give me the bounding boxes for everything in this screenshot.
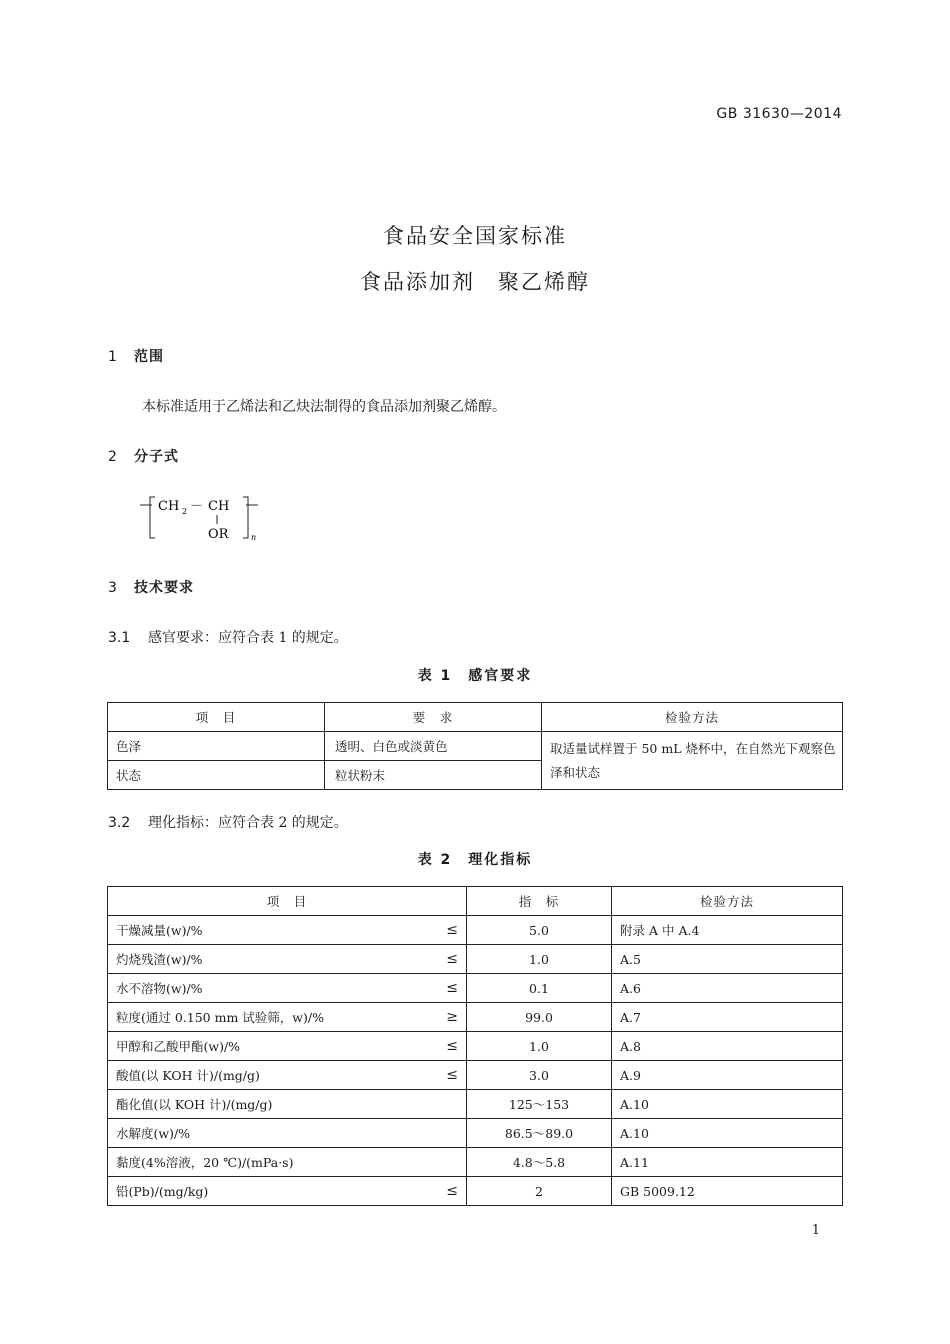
table1-header-row (108, 703, 843, 732)
table1-header-requirement: 要 求 (325, 703, 542, 732)
table2-cell-value: 125～153 (467, 1090, 612, 1119)
table2-item-label: 酸值(以 KOH 计)/(mg/g) (116, 1068, 260, 1083)
table-row (108, 1148, 843, 1177)
table2-caption: 表 2 理化指标 (417, 852, 533, 868)
table2-cell-item (108, 1061, 467, 1090)
formula-bracket-left (150, 497, 155, 538)
table2-cell-method: A.5 (612, 945, 843, 974)
table2-cell-value: 0.1 (467, 974, 612, 1003)
table2-cell-item (108, 974, 467, 1003)
table2-cell-item (108, 1177, 467, 1206)
section-1-title: 范围 (134, 349, 164, 365)
table2-cell-item (108, 1090, 467, 1119)
table2-item-label: 甲醇和乙酸甲酯(w)/% (116, 1039, 241, 1054)
table2-cell-value: 1.0 (467, 945, 612, 974)
table2-cell-value: 99.0 (467, 1003, 612, 1032)
formula-ch: CH (208, 499, 230, 514)
table2-cell-item (108, 1119, 467, 1148)
formula-ch2: CH (158, 499, 180, 514)
section-3-title: 技术要求 (134, 580, 194, 596)
table2-cell-method: A.11 (612, 1148, 843, 1177)
table-row (108, 974, 843, 1003)
table2-cell-item (108, 1003, 467, 1032)
table-row (108, 1032, 843, 1061)
doc-title-line2: 食品添加剂 聚乙烯醇 (360, 270, 590, 294)
table2-item-label: 灼烧残渣(w)/% (116, 952, 203, 967)
table2-cell-method: A.7 (612, 1003, 843, 1032)
table1-cell-method: 取适量试样置于 50 mL 烧杯中，在自然光下观察色泽和状态 (542, 732, 843, 790)
table-row (108, 1177, 843, 1206)
table2-item-label: 铅(Pb)/(mg/kg) (116, 1184, 209, 1199)
table2-header-item: 项 目 (108, 887, 467, 916)
table2-comparator: ≤ (446, 951, 458, 967)
section-2-number: 2 (108, 449, 118, 465)
table2-header-value: 指 标 (467, 887, 612, 916)
formula-dash: － (190, 499, 204, 514)
clause-3-2 (108, 812, 348, 832)
table2-cell-item (108, 916, 467, 945)
clause-3-2-number: 3.2 (108, 815, 131, 831)
page-number: 1 (811, 1223, 820, 1238)
clause-3-1 (108, 627, 348, 647)
table-row (108, 945, 843, 974)
clause-3-1-text: 感官要求：应符合表 1 的规定。 (148, 630, 348, 646)
table-physicochemical (107, 886, 843, 1206)
section-2-title: 分子式 (134, 449, 179, 465)
table2-header-method: 检验方法 (612, 887, 843, 916)
table2-comparator: ≤ (446, 1038, 458, 1054)
table2-cell-method: A.10 (612, 1090, 843, 1119)
formula-bracket-right (243, 497, 248, 538)
table2-cell-method: A.9 (612, 1061, 843, 1090)
table2-comparator: ≤ (446, 1183, 458, 1199)
section-2-heading (108, 446, 179, 466)
table2-header-row (108, 887, 843, 916)
table2-cell-method: A.8 (612, 1032, 843, 1061)
section-1-number: 1 (108, 349, 118, 365)
table2-cell-value: 3.0 (467, 1061, 612, 1090)
table2-item-label: 黏度(4%溶液，20 ℃)/(mPa·s) (116, 1155, 294, 1170)
section-1-text: 本标准适用于乙烯法和乙炔法制得的食品添加剂聚乙烯醇。 (142, 399, 506, 415)
table1-caption: 表 1 感官要求 (417, 668, 533, 684)
table2-cell-item (108, 1032, 467, 1061)
table2-cell-item (108, 945, 467, 974)
table2-cell-method: GB 5009.12 (612, 1177, 843, 1206)
table2-cell-method: A.6 (612, 974, 843, 1003)
table2-cell-value: 2 (467, 1177, 612, 1206)
clause-3-1-number: 3.1 (108, 630, 131, 646)
table1-cell-item: 状态 (108, 761, 325, 790)
table2-comparator: ≤ (446, 980, 458, 996)
table-row (108, 1090, 843, 1119)
doc-title-line1: 食品安全国家标准 (383, 224, 567, 248)
table2-cell-method: A.10 (612, 1119, 843, 1148)
table2-cell-item (108, 1148, 467, 1177)
formula-n: n (251, 533, 257, 542)
standard-number: GB 31630—2014 (716, 106, 842, 122)
section-3-number: 3 (108, 580, 118, 596)
table2-comparator: ≥ (446, 1009, 458, 1025)
table-row (108, 916, 843, 945)
table2-item-label: 水不溶物(w)/% (116, 981, 203, 996)
formula-or: OR (208, 527, 229, 542)
table-row (108, 732, 843, 761)
table2-cell-value: 4.8～5.8 (467, 1148, 612, 1177)
table2-comparator: ≤ (446, 1067, 458, 1083)
table2-cell-value: 1.0 (467, 1032, 612, 1061)
table2-cell-method: 附录 A 中 A.4 (612, 916, 843, 945)
table1-cell-item: 色泽 (108, 732, 325, 761)
table1-cell-requirement: 粒状粉末 (325, 761, 542, 790)
table1-cell-requirement: 透明、白色或淡黄色 (325, 732, 542, 761)
table-row (108, 1119, 843, 1148)
clause-3-2-text: 理化指标：应符合表 2 的规定。 (148, 815, 348, 831)
table-row (108, 1003, 843, 1032)
table2-cell-value: 86.5～89.0 (467, 1119, 612, 1148)
section-1-heading (108, 346, 164, 366)
table2-cell-value: 5.0 (467, 916, 612, 945)
section-3-heading (108, 577, 194, 597)
table2-comparator: ≤ (446, 922, 458, 938)
table2-item-label: 水解度(w)/% (116, 1126, 191, 1141)
table2-item-label: 干燥减量(w)/% (116, 923, 203, 938)
table1-header-method: 检验方法 (542, 703, 843, 732)
table2-item-label: 粒度(通过 0.150 mm 试验筛，w)/% (116, 1010, 324, 1025)
table-sensory (107, 702, 843, 790)
table-row (108, 1061, 843, 1090)
formula-sub2: 2 (182, 507, 188, 516)
table1-header-item: 项 目 (108, 703, 325, 732)
table2-item-label: 酯化值(以 KOH 计)/(mg/g) (116, 1097, 273, 1112)
molecular-formula (140, 490, 270, 550)
